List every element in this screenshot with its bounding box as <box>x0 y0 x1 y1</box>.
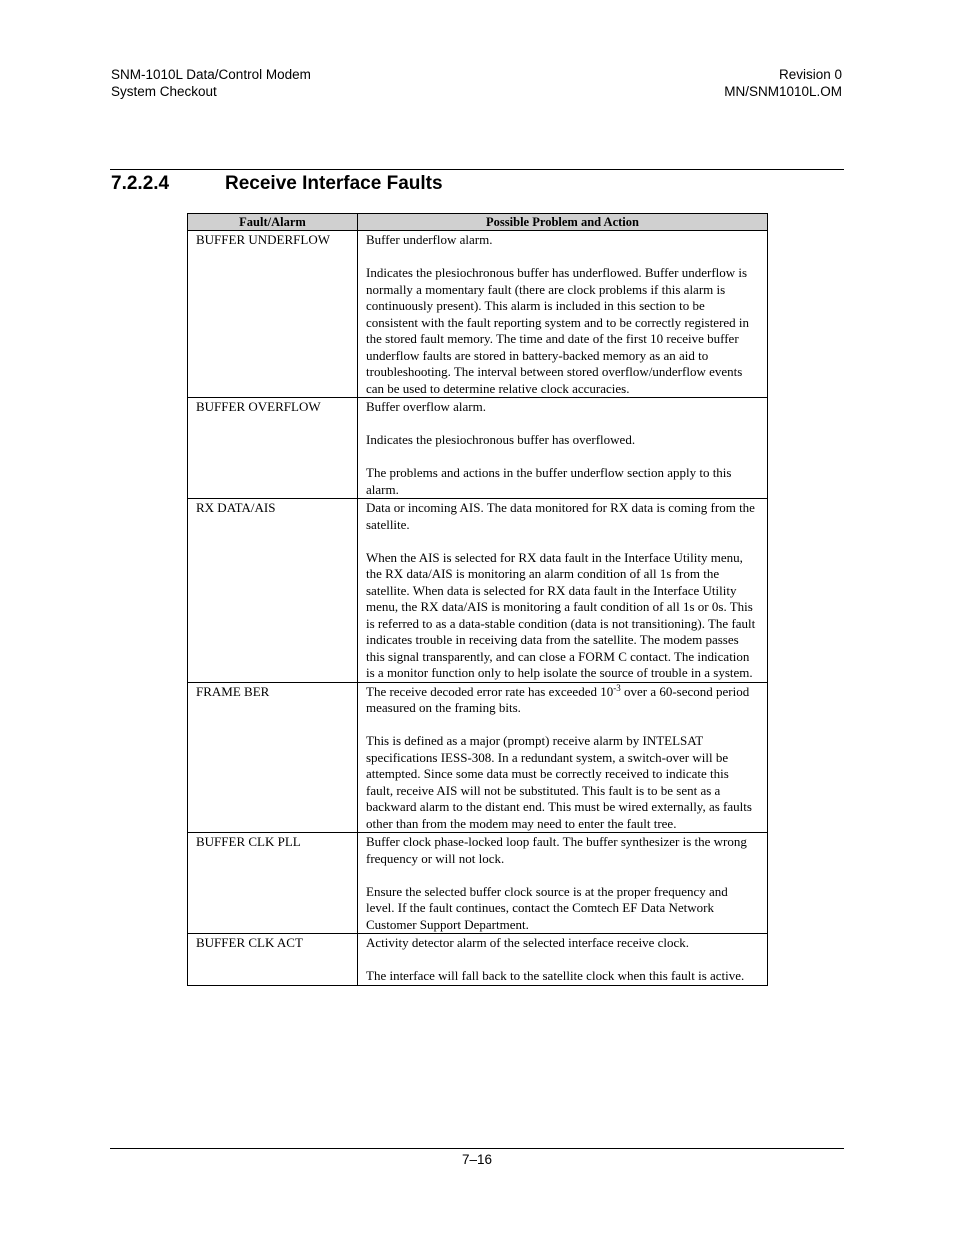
fault-name: FRAME BER <box>188 682 358 833</box>
fault-name: BUFFER CLK ACT <box>188 934 358 986</box>
description-paragraph: Data or incoming AIS. The data monitored for RX data is coming from the satellite. <box>366 500 755 532</box>
footer-divider <box>110 1148 844 1149</box>
fault-description <box>358 682 768 833</box>
description-paragraph: Activity detector alarm of the selected interface receive clock. <box>366 935 690 950</box>
fault-name: BUFFER CLK PLL <box>188 833 358 934</box>
column-header-fault: Fault/Alarm <box>188 214 358 231</box>
header-divider <box>110 169 844 170</box>
page-header-right <box>724 67 842 100</box>
description-paragraph: Buffer underflow alarm. <box>366 232 493 247</box>
description-paragraph: Indicates the plesiochronous buffer has overflowed. <box>366 432 636 447</box>
description-paragraph: The problems and actions in the buffer underflow section apply to this alarm. <box>366 465 732 497</box>
fault-description <box>358 499 768 683</box>
document-title: SNM-1010L Data/Control Modem <box>111 67 311 82</box>
chapter-title: System Checkout <box>111 83 217 99</box>
revision-label: Revision 0 <box>778 67 842 82</box>
table-row <box>188 398 768 499</box>
document-number: MN/SNM1010L.OM <box>724 83 842 99</box>
fault-description <box>358 231 768 398</box>
description-paragraph: Ensure the selected buffer clock source is at the proper frequency and level. If the fault continues, contact the Comtech EF Data Network Customer Support Department. <box>366 883 728 932</box>
column-header-action: Possible Problem and Action <box>358 214 768 231</box>
fault-description <box>358 833 768 934</box>
fault-description <box>358 398 768 499</box>
description-paragraph: Indicates the plesiochronous buffer has underflowed. Buffer underflow is normally a momentary fault (there are clock problems if this alarm is continuously present). This alarm is included in this section to be consistent with the fault reporting system and to be correctly registered in the stored fault memory. The time and date of the first 10 receive buffer underflow faults are stored in battery-backed memory as an aid to troubleshooting. The interval between stored overflow/underflow events can be used to determine relative clock accuracies. <box>366 265 750 396</box>
fault-name: RX DATA/AIS <box>188 499 358 683</box>
section-number: 7.2.2.4 <box>111 173 170 194</box>
description-paragraph <box>366 684 759 717</box>
ber-exponent: -3 <box>613 682 621 693</box>
description-paragraph: When the AIS is selected for RX data fault in the Interface Utility menu, the RX data/AIS is monitoring an alarm condition of all 1s from the satellite. When data is selected for RX data fault in the Interface Utility menu, the RX data/AIS is monitoring a fault condition of all 1s or 0s. This is referred to as a data-stable condition (data is not transitioning). The fault indicates trouble in receiving data from the satellite. The modem passes this signal transparently, and can close a FORM C contact. The indication is a monitor function only to help isolate the source of trouble in a system. <box>366 549 756 680</box>
fault-table <box>187 213 768 986</box>
page-header-left <box>111 67 311 100</box>
description-paragraph: Buffer clock phase-locked loop fault. The buffer synthesizer is the wrong frequency or will not lock. <box>366 834 747 866</box>
table-header-row <box>188 214 768 231</box>
description-paragraph: Buffer overflow alarm. <box>366 399 486 414</box>
section-heading <box>111 172 443 196</box>
section-title: Receive Interface Faults <box>225 173 443 194</box>
table-row <box>188 934 768 986</box>
table-row <box>188 231 768 398</box>
ber-text-post: over a 60-second period measured on the framing bits. <box>366 683 750 715</box>
fault-name: BUFFER OVERFLOW <box>188 398 358 499</box>
page-number: 7–16 <box>461 1152 493 1167</box>
fault-description <box>358 934 768 986</box>
ber-text-pre: The receive decoded error rate has exceeded 10 <box>366 683 614 699</box>
fault-name: BUFFER UNDERFLOW <box>188 231 358 398</box>
description-paragraph: This is defined as a major (prompt) receive alarm by INTELSAT specifications IESS-308. In a redundant system, a switch-over will be attempted. Since some data must be correctly received to indicate this fault, receive AIS will not be substituted. This fault is to be sent as a backward alarm to the distant end. This must be wired externally, as faults other than from the modem may need to enter the fault tree. <box>366 733 752 831</box>
table-row <box>188 499 768 683</box>
table-row <box>188 833 768 934</box>
description-paragraph: The interface will fall back to the satellite clock when this fault is active. <box>366 968 745 983</box>
table-row <box>188 682 768 833</box>
